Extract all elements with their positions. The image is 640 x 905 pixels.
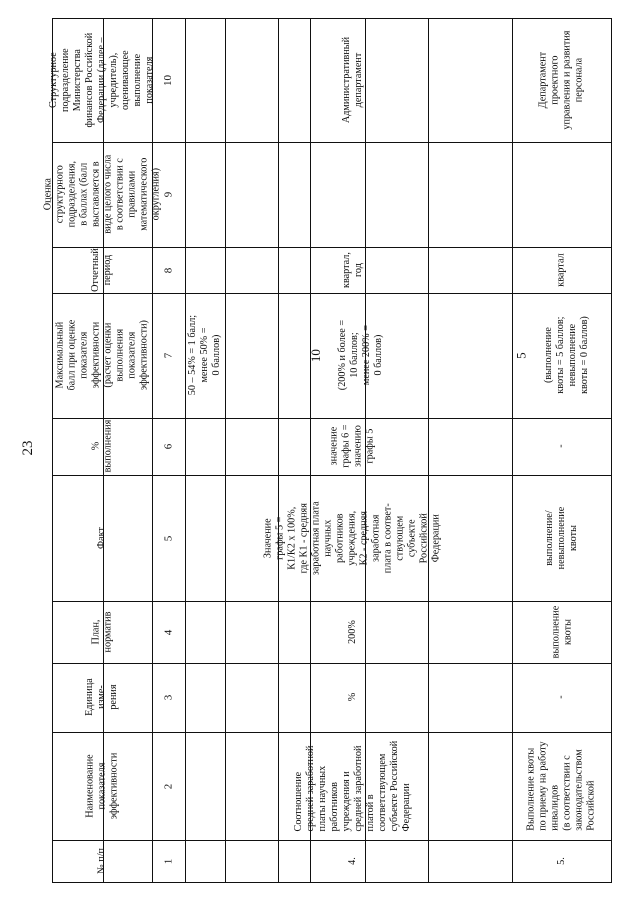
column-number: 9 — [162, 191, 175, 198]
header-name: Наименование показателя эффективности — [83, 752, 120, 820]
column-number: 6 — [162, 443, 175, 450]
header-max-score: Максимальный балл при оценке показателя эффективности (расчет оценки выполнения показателя эффективности) — [53, 320, 150, 391]
row5-percent: - — [555, 444, 567, 449]
header-no: № п/п — [95, 848, 107, 875]
row-divider — [428, 18, 429, 883]
header-plan: План, норматив — [89, 611, 113, 653]
kpi-table — [41, 18, 612, 883]
row4-max-score: 10 (200% и более = 10 баллов; менее 200% = 0 баллов) — [308, 320, 385, 391]
column-number: 8 — [162, 267, 175, 273]
header-score: Оценка структурного подразделения, в баллах (балл выставляется в виде целого числа в соответствии с правилами математического округления) — [41, 155, 162, 234]
row4-percent: значение графы 6 = значению графы 5 — [328, 424, 377, 469]
column-number: 3 — [162, 694, 175, 701]
row5-no: 5. — [555, 857, 567, 866]
row5-max-score: 5 (выполнение квоты = 5 баллов; невыполнение квоты = 0 баллов) — [513, 316, 591, 395]
column-number: 1 — [162, 858, 175, 865]
column-number: 10 — [162, 74, 175, 86]
header-percent: % выполнения — [89, 420, 113, 473]
row4-name: Соотношение средней заработной платы научных работников учреждения и средней заработной платой в соответствующем субъекте Российской Федерации — [292, 740, 413, 832]
column-number: 5 — [162, 535, 175, 541]
row4-plan: 200% — [346, 620, 358, 644]
row5-period: квартал — [555, 253, 567, 287]
column-number: 4 — [162, 629, 175, 635]
row5-unit-responsible: Департамент проектного управления и развития персонала — [537, 30, 586, 130]
row4-unit-responsible: Административный департамент — [340, 36, 364, 124]
row4-no: 4. — [346, 857, 358, 866]
row5-unit: - — [555, 695, 567, 700]
header-unit-responsible: Структурное подразделение Министерства финансов Российской Федерации (далее – учредитель), оценивающее выполнение показателя — [47, 32, 156, 128]
header-unit: Единица изме- рения — [83, 678, 120, 717]
row-divider — [225, 18, 226, 883]
header-period: Отчетный период — [89, 248, 113, 292]
column-number: 2 — [162, 783, 175, 789]
row4-unit: % — [346, 693, 358, 702]
header-fact: Факт — [95, 527, 107, 549]
row4-period: квартал, год — [340, 252, 364, 288]
row5-plan: выполнение квоты — [549, 605, 573, 659]
row4-fact: Значение графы 5 = К1/К2 х 100%, где К1 - средняя заработная плата научных работников учреждения, К2 - средняя заработная плата в соответ- ствующем субъекте Российской Федерации — [262, 501, 443, 575]
column-number: 7 — [162, 352, 175, 359]
row5-name: Выполнение квоты по приему на работу инвалидов (в соответствии с законодательством Российской — [525, 741, 598, 831]
row5-fact: выполнение/ невыполнение квоты — [543, 506, 580, 570]
row-divider — [185, 18, 186, 883]
continuation-max-score: 50 – 54% = 1 балл; менее 50% = 0 баллов) — [186, 315, 223, 396]
page-number: 23 — [20, 440, 36, 456]
